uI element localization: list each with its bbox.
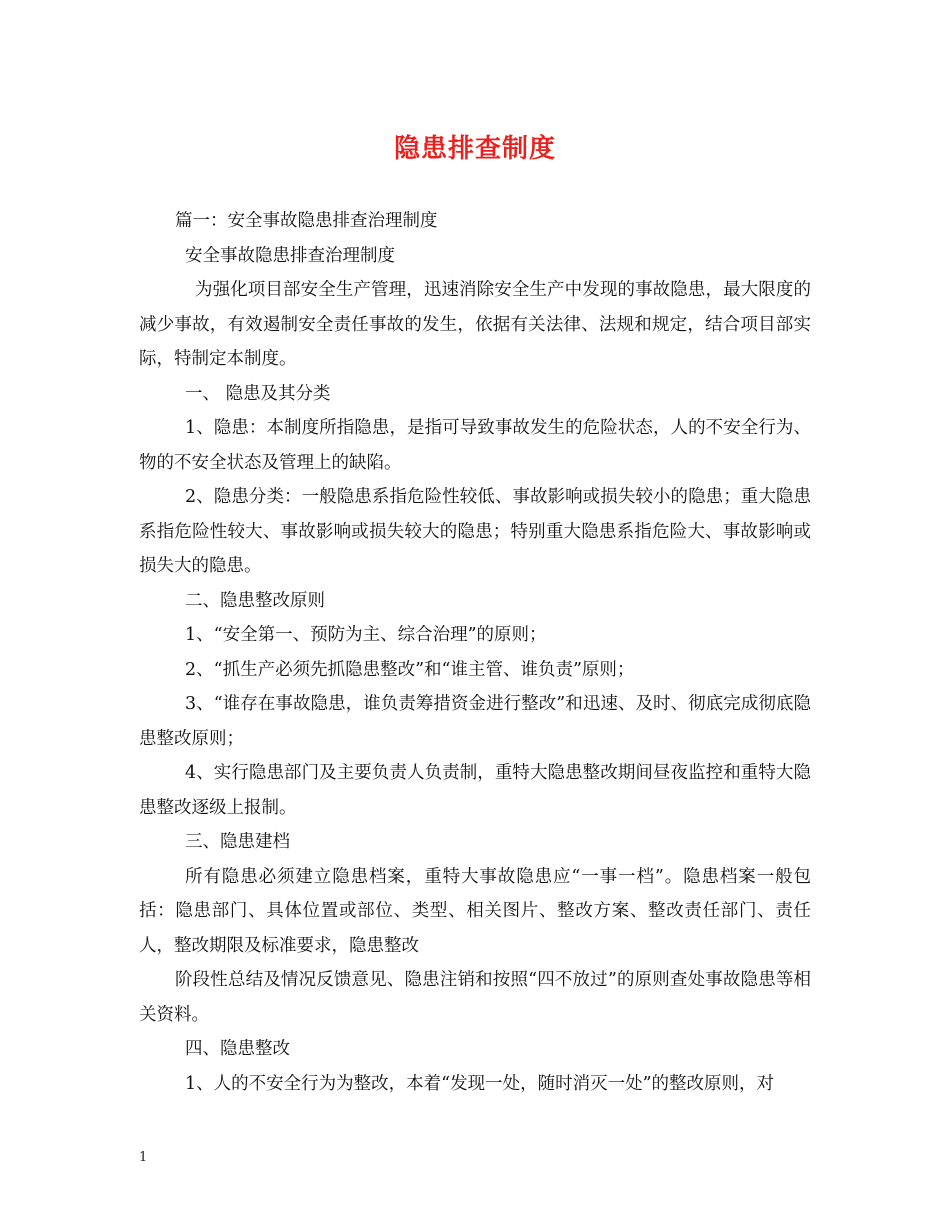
paragraph-subtitle: 安全事故隐患排查治理制度	[185, 245, 395, 266]
paragraph-2-4: 4、实行隐患部门及主要负责人负责制，重特大隐患整改期间昼夜监控和重特大隐患整改逐级上报制。	[139, 763, 811, 818]
page-number: 1	[139, 1150, 148, 1165]
paragraph-1-1: 1、隐患：本制度所指隐患，是指可导致事故发生的危险状态，人的不安全行为、物的不安全状态及管理上的缺陷。	[139, 418, 811, 473]
paragraph-3-1: 所有隐患必须建立隐患档案，重特大事故隐患应“一事一档”。隐患档案一般包括：隐患部门、具体位置或部位、类型、相关图片、整改方案、整改责任部门、责任人，整改期限及标准要求，隐患整改	[139, 866, 811, 956]
paragraph-4-1: 1、人的不安全行为为整改，本着“发现一处，随时消灭一处”的整改原则，对	[185, 1073, 775, 1094]
document-body	[139, 204, 811, 1101]
paragraph-intro: 为强化项目部安全生产管理，迅速消除安全生产中发现的事故隐患，最大限度的减少事故，有效遏制安全责任事故的发生，依据有关法律、法规和规定，结合项目部实际，特制定本制度。	[139, 280, 811, 369]
section-heading-3: 三、隐患建档	[185, 832, 290, 852]
paragraph-1-2: 2、隐患分类：一般隐患系指危险性较低、事故影响或损失较小的隐患；重大隐患系指危险性较大、事故影响或损失较大的隐患；特别重大隐患系指危险大、事故影响或损失大的隐患。	[139, 487, 811, 576]
section-heading-4: 四、隐患整改	[185, 1039, 290, 1059]
paragraph-2-3: 3、“谁存在事故隐患，谁负责筹措资金进行整改”和迅速、及时、彻底完成彻底隐患整改原则；	[139, 694, 811, 749]
section-heading-2: 二、隐患整改原则	[185, 590, 325, 611]
paragraph-2-2: 2、“抓生产必须先抓隐患整改”和“谁主管、谁负责”原则；	[185, 659, 635, 680]
paragraph-3-2: 阶段性总结及情况反馈意见、隐患注销和按照“四不放过”的原则查处事故隐患等相关资料。	[139, 970, 811, 1025]
section-heading-1: 一、 隐患及其分类	[185, 383, 331, 404]
paragraph-chapter-heading: 篇一：安全事故隐患排查治理制度	[175, 211, 438, 231]
document-title: 隐患排查制度	[393, 134, 556, 164]
paragraph-2-1: 1、“安全第一、预防为主、综合治理”的原则；	[185, 625, 547, 645]
